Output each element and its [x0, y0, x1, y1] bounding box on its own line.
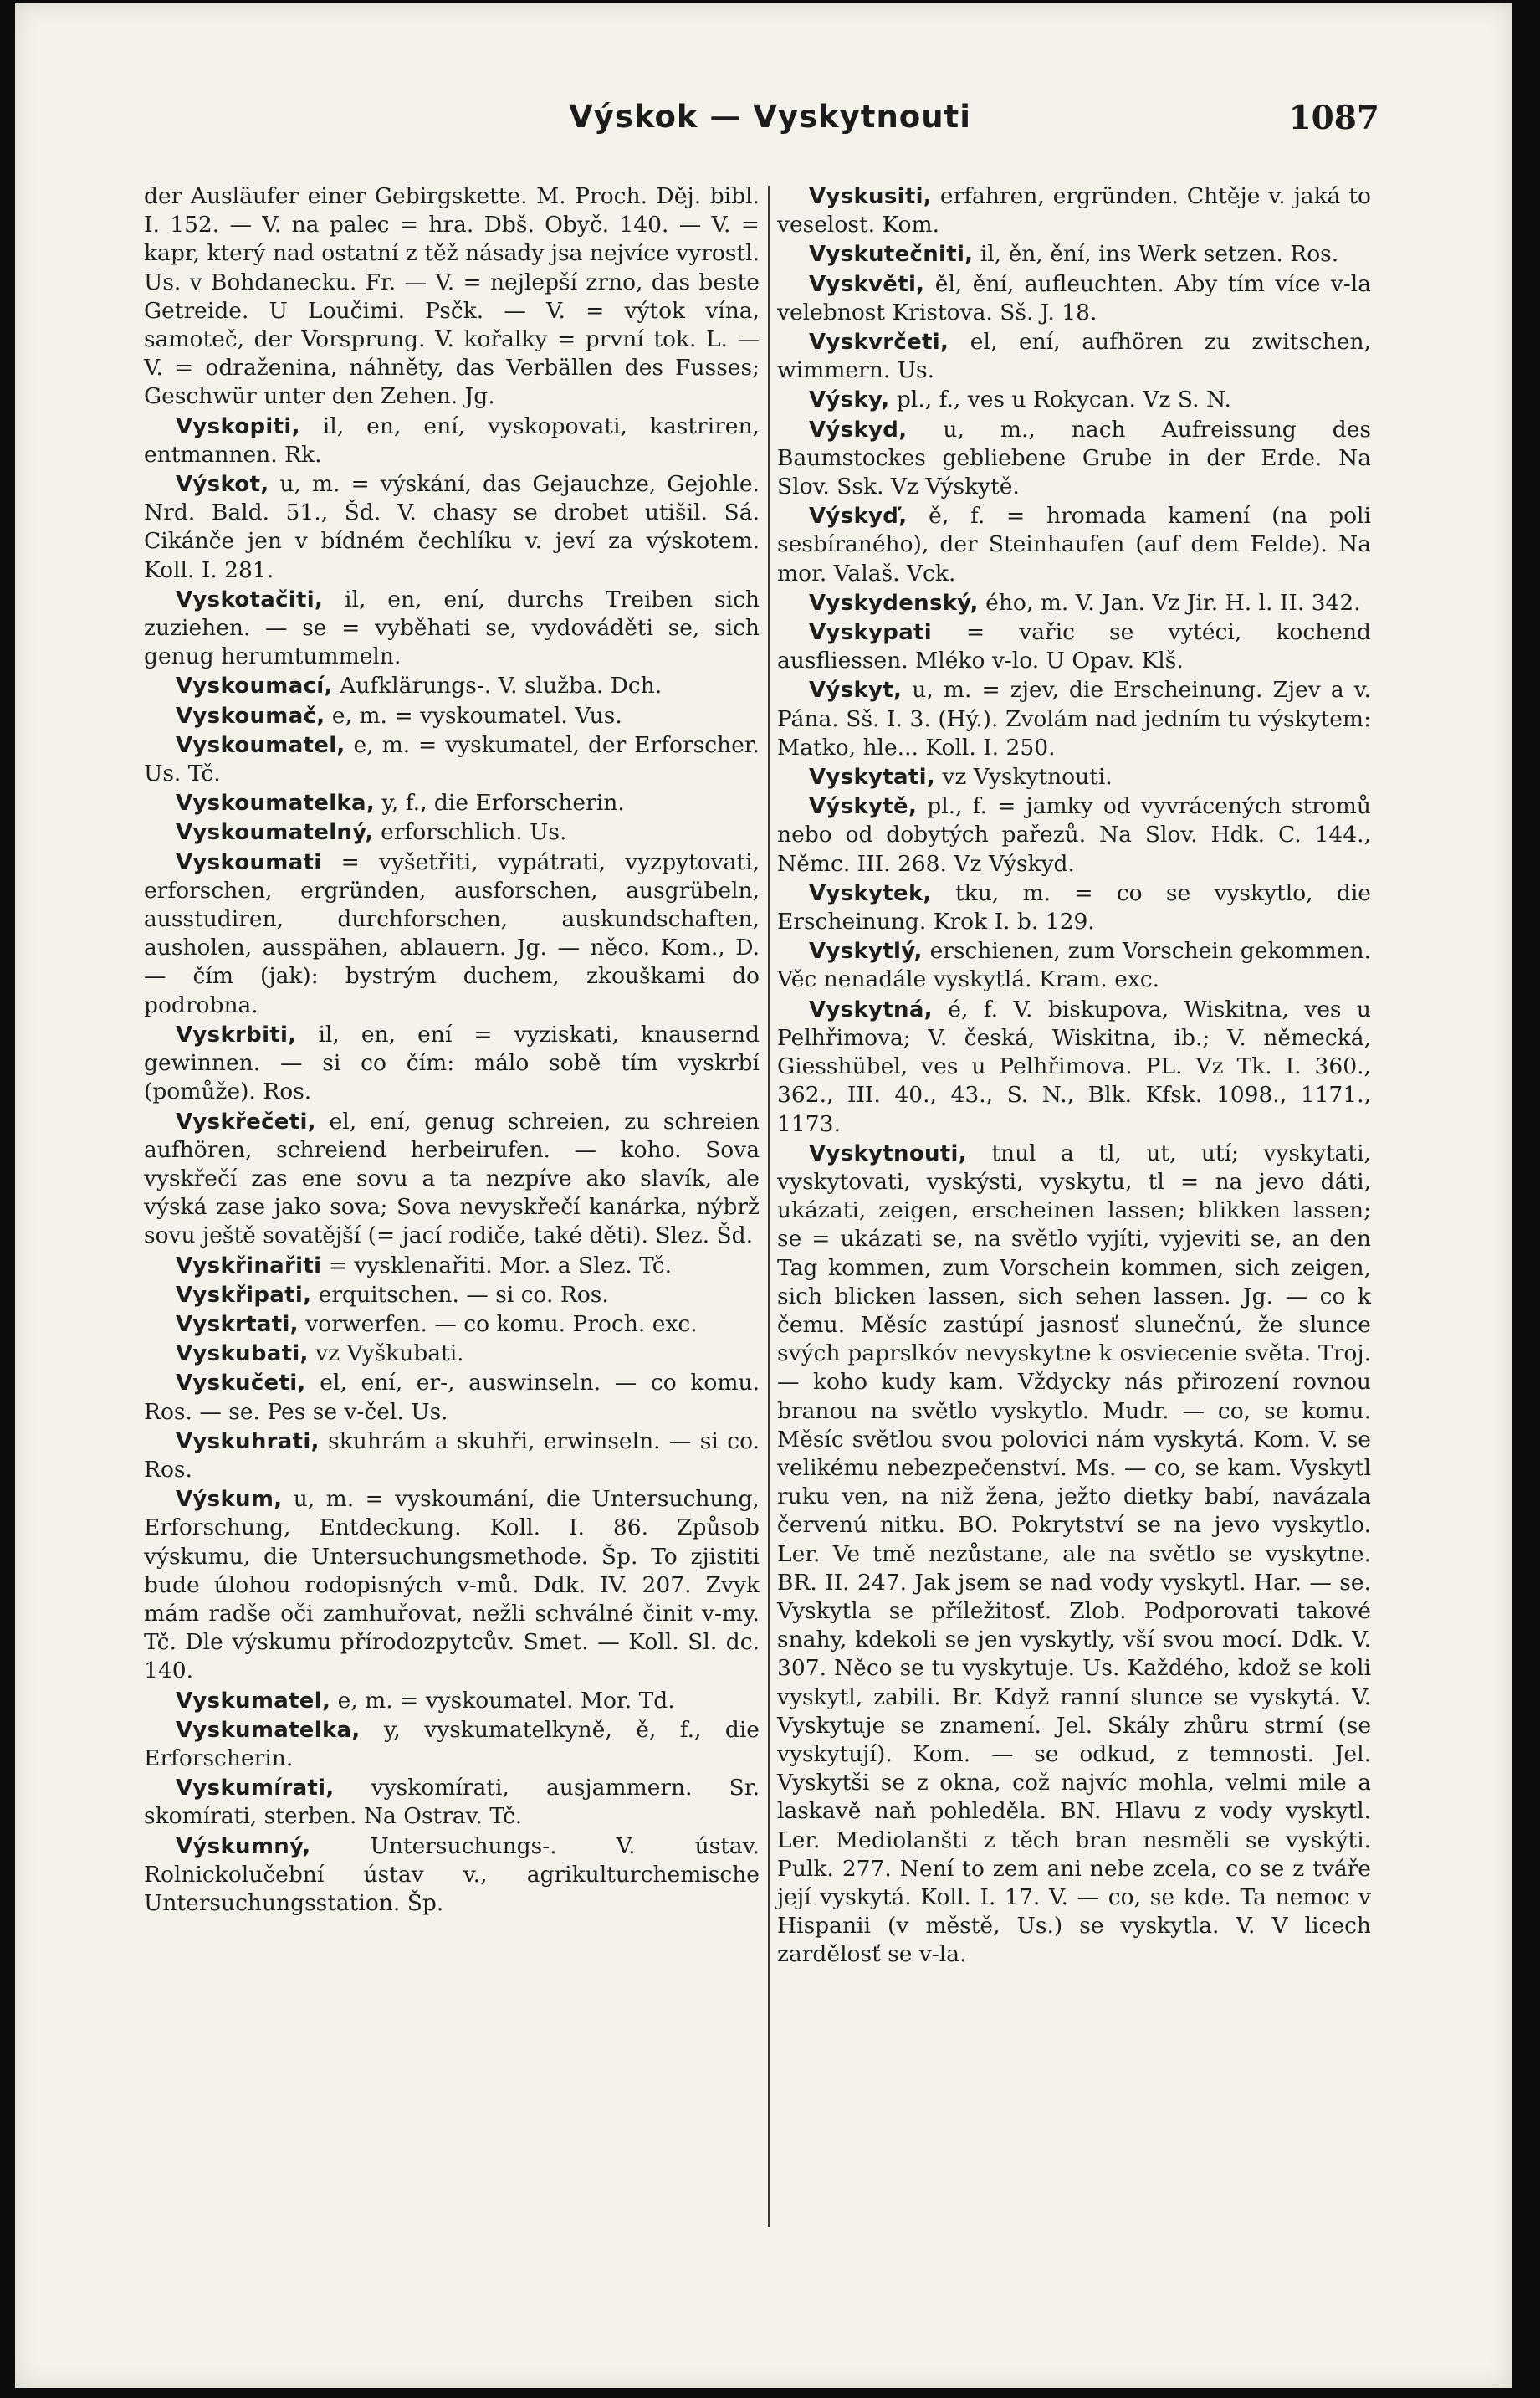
entry-definition: ěl, ění, aufleuchten. Aby tím více v-la velebnost Kristova. Sš. J. 18. — [777, 270, 1371, 325]
dictionary-entry — [144, 731, 760, 788]
entry-headword: Vyskrbiti, — [176, 1022, 297, 1048]
entry-headword: Vyskytná, — [809, 997, 933, 1022]
dictionary-entry — [777, 589, 1371, 617]
entry-definition: Aufklärungs-. V. služba. Dch. — [340, 673, 663, 699]
entry-headword: Vyskřipati, — [176, 1282, 312, 1308]
entry-definition: skuhrám a skuhři, erwinseln. — si co. Ros. — [144, 1427, 760, 1483]
entry-definition: tnul a tl, ut, utí; vyskytati, vyskytovati, vyskýsti, vyskytu, tl = na jevo dáti, ukázati, zeigen, erscheinen lassen; blikken lassen; se = ukázati se, na světlo vyjíti, vyjeviti se, an den Tag kommen, zum Vorschein kommen, sich zeigen, sich blicken lassen, sich sehen lassen. Jg. — co k čemu. Měsíc zastúpí jasnosť slunečnú, že slunce svých paprslkóv nevyskytne k osviecenie světa. Troj. — koho kudy kam. Vždycky nás přirození rovnou branou na světlo vyskytlo. Mudr. — co, se komu. Měsíc světlou svou polovici nám vyskytá. Kom. V. se velikému nebezpečenství. Ms. — co, se kam. Vyskytl ruku ven, na niž žena, ježto dietky babí, navázala červenú nitku. BO. Pokrytství se na jevo vyskytlo. Ler. Ve tmě nezůstane, ale na světlo se vyskytne. BR. II. 247. Jak jsem se nad vody vyskytl. Har. — se. Vyskytla se příležitosť. Zlob. Podporovati takové snahy, kdekoli se jen vyskytly, vší svou mocí. Ddk. V. 307. Něco se tu vyskytuje. Us. Každého, kdož se koli vyskytl, zabili. Br. Když ranní slunce se vyskytá. V. Vyskytuje se znamení. Jel. Skály zhůru strmí (se vyskytují). Kom. — se odkud, z temnosti. Jel. Vyskytši se z okna, což najvíc mohla, velmi mile a laskavě naň pohleděla. BN. Hlavu z vody vyskytl. Ler. Mediolanšti z těch bran nesměli se vyskýti. Pulk. 277. Není to zem ani nebe zcela, co se z tváře její vyskytá. Koll. I. 17. V. — co, se kde. Ta nemoc v Hispanii (v městě, Us.) se vyskytla. V. V licech zardělosť se v-la. — [777, 1140, 1371, 1968]
entry-definition: erforschlich. Us. — [381, 819, 567, 846]
entry-headword: Výsky, — [809, 387, 890, 413]
entry-definition: erquitschen. — si co. Ros. — [318, 1281, 609, 1308]
entry-definition: y, f., die Erforscherin. — [381, 790, 625, 817]
dictionary-entry — [144, 412, 760, 469]
entry-headword: Vyskypati — [809, 620, 932, 646]
dictionary-entry — [144, 1108, 760, 1251]
entry-definition: y, vyskumatelkyně, ě, f., die Erforscherin. — [144, 1716, 760, 1771]
left-column — [144, 182, 760, 1919]
entry-headword: Výskumný, — [176, 1833, 311, 1859]
dictionary-entry — [144, 1774, 760, 1831]
entry-definition: il, en, ení, durchs Treiben sich zuziehen. — se = vyběhati se, vydováděti se, sich genug herumtummeln. — [144, 586, 760, 670]
entry-definition: u, m. = výskání, das Gejauchze, Gejohle. Nrd. Bald. 51., Šd. V. chasy se drobet utišil. Sá. Cikánče jen v bídném čechlíku v. jeví za výskotem. Koll. I. 281. — [144, 471, 760, 583]
entry-headword: Vyskusiti, — [809, 184, 932, 209]
column-divider — [768, 186, 770, 2227]
entry-definition: Untersuchungs-. V. ústav. Rolnickolučební ústav v., agrikulturchemische Untersuchungsstation. Šp. — [144, 1832, 760, 1916]
entry-definition: é, f. V. biskupova, Wiskitna, ves u Pelhřimova; V. česká, Wiskitna, ib.; V. německá, Giesshübel, ves u Pelhřimova. PL. Vz Tk. I. 360., 362., III. 40., 43., S. N., Blk. Kfsk. 1098., 1171., 1173. — [777, 996, 1371, 1137]
entry-headword: Výskot, — [176, 472, 269, 498]
entry-definition: tku, m. = co se vyskytlo, die Erscheinung. Krok I. b. 129. — [777, 879, 1371, 935]
entry-headword: Vyskoumatel, — [176, 732, 345, 758]
dictionary-entry — [777, 937, 1371, 994]
dictionary-entry — [144, 1252, 760, 1280]
entry-definition: il, en, ení = vyziskati, knausernd gewinnen. — si co čím: málo sobě tím vyskrbí (pomůže). Ros. — [144, 1021, 760, 1105]
entry-definition: pl., f., ves u Rokycan. Vz S. N. — [896, 387, 1231, 413]
entry-headword: Vyskvěti, — [809, 271, 925, 297]
entry-definition: erfahren, ergründen. Chtěje v. jaká to veselost. Kom. — [777, 183, 1371, 238]
dictionary-entry — [144, 672, 760, 700]
entry-headword: Vyskumírati, — [176, 1775, 335, 1801]
entry-headword: Vyskytlý, — [809, 939, 923, 965]
entry-headword: Vyskydenský, — [809, 590, 979, 616]
entry-headword: Vyskutečniti, — [809, 242, 974, 268]
entry-headword: Vyskoumací, — [176, 674, 333, 699]
dictionary-entry — [144, 470, 760, 585]
entry-headword: Vyskytnouti, — [809, 1140, 967, 1166]
dictionary-entry — [777, 676, 1371, 762]
entry-headword: Vyskučeti, — [176, 1371, 306, 1396]
dictionary-entry — [144, 1427, 760, 1484]
entry-definition: vz Vyskytnouti. — [942, 764, 1113, 791]
entry-headword: Vyskytek, — [809, 880, 932, 906]
dictionary-entry — [144, 1369, 760, 1426]
entry-headword: Vyskrtati, — [176, 1311, 299, 1337]
entry-definition: ého, m. V. Jan. Vz Jir. H. l. II. 342. — [985, 589, 1361, 616]
dictionary-entry — [144, 818, 760, 847]
dictionary-entry — [777, 328, 1371, 385]
dictionary-entry — [777, 502, 1371, 588]
dictionary-entry — [777, 618, 1371, 675]
dictionary-entry — [144, 1340, 760, 1368]
running-head: Výskok — Vyskytnouti — [569, 99, 971, 135]
entry-headword: Vyskřinařiti — [176, 1253, 322, 1278]
entry-definition: = vařic se vytéci, kochend ausfliessen. Mléko v-lo. U Opav. Klš. — [777, 619, 1371, 674]
dictionary-entry — [144, 1716, 760, 1773]
dictionary-entry — [777, 182, 1371, 239]
dictionary-entry — [777, 792, 1371, 879]
entry-definition: der Ausläufer einer Gebirgskette. M. Proch. Děj. bibl. I. 152. — V. na palec = hra. Dbš. Obyč. 140. — V. = kapr, který nad ostatní z těž násady jsa nejvíce vyrostl. Us. v Bohdanecku. Fr. — V. = nejlepší zrno, das beste Getreide. U Loučimi. Psčk. — V. = výtok vína, samoteč, der Vorsprung. V. kořalky = první tok. L. — V. = odraženina, náhněty, das Verbällen des Fusses; Geschwür unter den Zehen. Jg. — [144, 183, 760, 410]
entry-headword: Vyskumatel, — [176, 1688, 331, 1714]
entry-definition: u, m. = zjev, die Erscheinung. Zjev a v. Pána. Sš. I. 3. (Hý.). Zvolám nad jedním tu výskytem: Matko, hle... Koll. I. 250. — [777, 677, 1371, 761]
entry-definition: vz Vyškubati. — [315, 1340, 464, 1367]
entry-headword: Vyskotačiti, — [176, 587, 324, 612]
entry-headword: Vyskoumač, — [176, 703, 325, 729]
page-header — [151, 99, 1389, 149]
dictionary-entry — [144, 789, 760, 817]
entry-headword: Vyskubati, — [176, 1341, 309, 1367]
entry-definition: pl., f. = jamky od vyvrácených stromů nebo od dobytých pařezů. Na Slov. Hdk. C. 144., Němc. III. 268. Vz Výskyd. — [777, 793, 1371, 877]
entry-definition: e, m. = vyskumatel, der Erforscher. Us. Tč. — [144, 731, 760, 787]
entry-headword: Vyskytati, — [809, 765, 935, 791]
dictionary-entry — [144, 1687, 760, 1715]
dictionary-entry — [144, 1281, 760, 1309]
dictionary-entry — [144, 586, 760, 672]
entry-headword: Vyskoumati — [176, 849, 322, 875]
dictionary-entry — [777, 763, 1371, 792]
entry-definition: il, en, ení, vyskopovati, kastriren, entmannen. Rk. — [144, 412, 760, 468]
right-column — [777, 182, 1371, 1970]
entry-definition: vyskomírati, ausjammern. Sr. skomírati, sterben. Na Ostrav. Tč. — [144, 1775, 760, 1830]
dictionary-entry — [144, 1310, 760, 1339]
entry-headword: Vyskoumatelka, — [176, 791, 376, 817]
entry-headword: Výskum, — [176, 1487, 283, 1513]
dictionary-entry — [777, 1140, 1371, 1970]
entry-headword: Výskytě, — [809, 794, 918, 820]
dictionary-entry — [144, 1021, 760, 1107]
dictionary-entry — [144, 1485, 760, 1685]
entry-headword: Výskyď, — [809, 504, 908, 530]
entry-definition: ě, f. = hromada kamení (na poli sesbíraného), der Steinhaufen (auf dem Felde). Na mor. Valaš. Vck. — [777, 503, 1371, 587]
dictionary-entry — [777, 240, 1371, 269]
entry-headword: Vyskřečeti, — [176, 1109, 316, 1135]
entry-definition: el, ení, er-, auswinseln. — co komu. Ros. — se. Pes se v-čel. Us. — [144, 1370, 760, 1425]
entry-definition: il, ěn, ění, ins Werk setzen. Ros. — [980, 241, 1339, 268]
dictionary-entry — [777, 879, 1371, 936]
entry-headword: Vyskvrčeti, — [809, 330, 949, 356]
entry-definition: = vysklenařiti. Mor. a Slez. Tč. — [328, 1252, 673, 1278]
entry-definition: e, m. = vyskoumatel. Vus. — [331, 702, 622, 729]
entry-definition: u, m., nach Aufreissung des Baumstockes gebliebene Grube in der Erde. Na Slov. Ssk. Vz Výskytě. — [777, 416, 1371, 500]
dictionary-entry — [777, 416, 1371, 502]
entry-headword: Vyskuhrati, — [176, 1428, 320, 1454]
dictionary-entry — [777, 386, 1371, 414]
dictionary-entry — [144, 1832, 760, 1919]
dictionary-entry — [144, 848, 760, 1020]
entry-headword: Výskyt, — [809, 678, 903, 704]
entry-headword: Vyskumatelka, — [176, 1717, 361, 1743]
entry-definition: vorwerfen. — co komu. Proch. exc. — [305, 1310, 698, 1337]
entry-definition: el, ení, aufhören zu zwitschen, wimmern. Us. — [777, 329, 1371, 384]
entry-headword: Vyskoumatelný, — [176, 820, 374, 846]
dictionary-entry — [144, 702, 760, 730]
entry-definition: el, ení, genug schreien, zu schreien aufhören, schreiend herbeirufen. — koho. Sova vyskřečí zas ene sovu a ta nezpíve ako slavík, ale výská zase jako sova; Sova nevyskřečí kanárka, nýbrž sovu ještě sovatější (= jací rodiče, také děti). Slez. Šd. — [144, 1108, 760, 1249]
dictionary-entry — [144, 182, 760, 412]
entry-definition: erschienen, zum Vorschein gekommen. Věc nenadále vyskytlá. Kram. exc. — [777, 938, 1371, 993]
entry-headword: Vyskopiti, — [176, 413, 300, 439]
entry-definition: = vyšetřiti, vypátrati, vyzpytovati, erforschen, ergründen, ausforschen, ausgrübeln, ausstudiren, durchforschen, auskundschaften, ausholen, ausspähen, ablauern. Jg. — něco. Kom., D. — čím (jak): bystrým duchem, zkouškami do podrobna. — [144, 848, 760, 1018]
entry-definition: e, m. = vyskoumatel. Mor. Td. — [337, 1687, 675, 1714]
dictionary-entry — [777, 270, 1371, 327]
entry-definition: u, m. = vyskoumání, die Untersuchung, Erforschung, Entdeckung. Koll. I. 86. Způsob výskumu, die Untersuchungsmethode. Šp. To zjistiti bude úlohou rodopisných v-mů. Ddk. IV. 207. Zvyk mám radše oči zamhuřovat, nežli schválné činit v-my. Tč. Dle výskumu přírodozpytcův. Smet. — Koll. Sl. dc. 140. — [144, 1486, 760, 1684]
entry-headword: Výskyd, — [809, 417, 908, 443]
dictionary-entry — [777, 996, 1371, 1139]
page-number: 1087 — [1288, 99, 1379, 137]
